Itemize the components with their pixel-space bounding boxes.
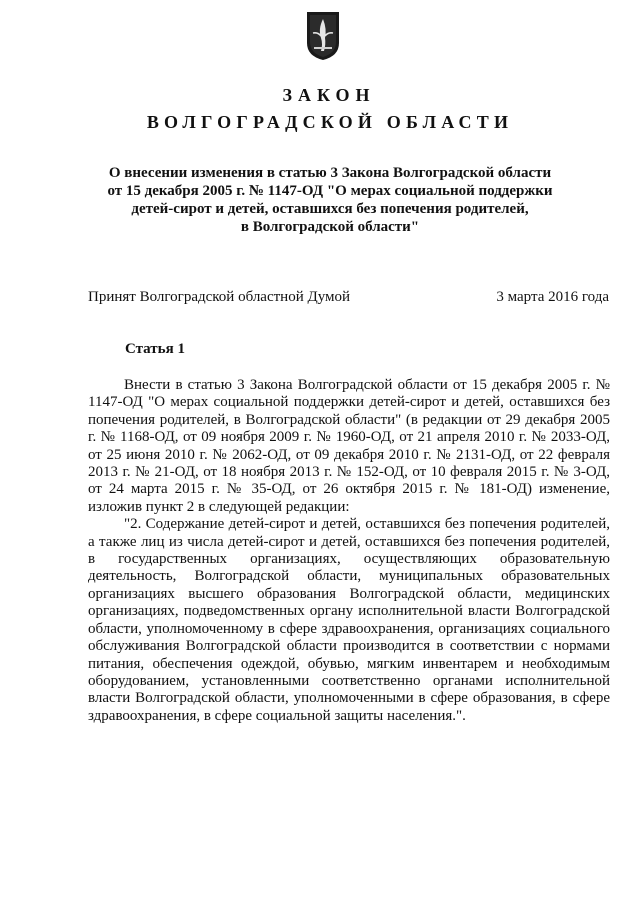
article-body [88, 377, 610, 725]
law-subject-title [90, 164, 570, 236]
adoption-date: 3 марта 2016 года [496, 289, 609, 305]
article-heading: Статья 1 [125, 341, 185, 357]
article-paragraph-quoted: "2. Содержание детей-сирот и детей, оставшихся без попечения родителей, а также лиц из числа детей-сирот и детей, оставшихся без попечения родителей, в государственных организациях, осуществляющих образовательную деятельность, Волгоградской области, муниципальных образовательных организациях высшего образования Волгоградской области, медицинских организациях, подведомственных органу исполнительной власти Волгоградской области, уполномоченному в сфере здравоохранения, организациях социального обслуживания Волгоградской области производится в соответствии с нормами питания, обеспечения одеждой, обувью, мягким инвентарем и необходимым оборудованием, установленными соответственно органами исполнительной власти Волгоградской области, уполномоченными в сфере образования, в сфере здравоохранения, в сфере социальной защиты населения.". [88, 516, 610, 724]
region-title: ВОЛГОГРАДСКОЙ ОБЛАСТИ [146, 112, 514, 132]
article-paragraph: Внести в статью 3 Закона Волгоградской области от 15 декабря 2005 г. № 1147-ОД "О мерах социальной поддержки детей-сирот и детей, оставшихся без попечения родителей, в Волгоградской области" (в редакции от 29 декабря 2005 г. № 1168-ОД, от 09 ноября 2009 г. № 1960-ОД, от 21 апреля 2010 г. № 2033-ОД, от 25 июня 2010 г. № 2062-ОД, от 09 декабря 2010 г. № 2131-ОД, от 22 февраля 2013 г. № 21-ОД, от 18 ноября 2013 г. № 152-ОД, от 10 февраля 2015 г. № 3-ОД, от 24 марта 2015 г. № 35-ОД, от 26 октября 2015 г. № 181-ОД) изменение, изложив пункт 2 в следующей редакции: [88, 377, 610, 515]
subject-line: О внесении изменения в статью 3 Закона Волгоградской области [108, 165, 552, 181]
subject-line: детей-сирот и детей, оставшихся без попечения родителей, [131, 201, 529, 217]
document-type-title: ЗАКОН [282, 85, 376, 105]
coat-of-arms-icon [306, 11, 340, 61]
adopted-by-text: Принят Волгоградской областной Думой [88, 289, 351, 305]
subject-line: в Волгоградской области" [240, 219, 420, 235]
subject-line: от 15 декабря 2005 г. № 1147-ОД "О мерах социальной поддержки [107, 183, 553, 199]
